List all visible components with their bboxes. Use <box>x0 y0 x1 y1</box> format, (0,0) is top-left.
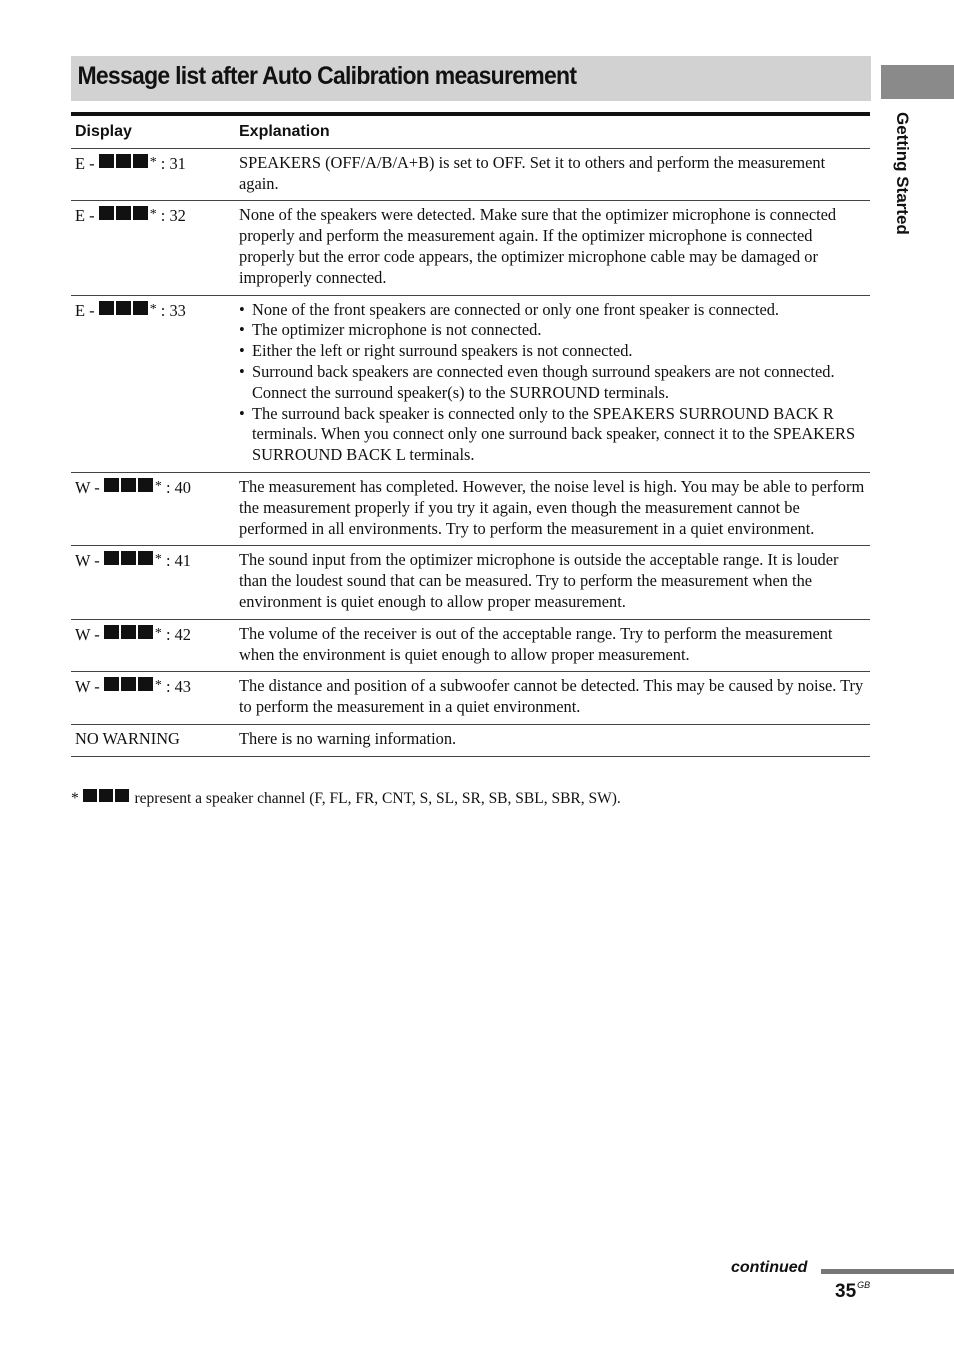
message-table <box>71 112 870 757</box>
speaker-channel-block-icon <box>121 625 136 639</box>
explanation-cell: None of the speakers were detected. Make sure that the optimizer microphone is connected properly and perform the measurement again. If the optimizer microphone is connected properly but the error code appears, the optimizer microphone cable may be damaged or improperly connected. <box>235 201 870 295</box>
code-prefix: E - <box>75 300 95 320</box>
explanation-cell <box>235 295 870 472</box>
continued-rule <box>821 1269 954 1274</box>
side-section-label: Getting Started <box>893 112 912 235</box>
asterisk-marker: * <box>149 207 157 223</box>
code-prefix: W - <box>75 624 100 644</box>
speaker-channel-block-icon <box>116 301 131 315</box>
speaker-channel-block-icon <box>115 789 129 802</box>
footnote-marker: * <box>71 790 79 807</box>
table-row <box>71 201 870 295</box>
speaker-channel-block-icon <box>104 625 119 639</box>
section-title-bar <box>71 56 871 101</box>
code-prefix: E - <box>75 206 95 226</box>
code-number: : 32 <box>160 206 186 226</box>
speaker-channel-block-icon <box>138 625 153 639</box>
display-code <box>71 295 235 472</box>
explanation-cell: There is no warning information. <box>235 724 870 756</box>
table-row <box>71 546 870 619</box>
speaker-channel-block-icon <box>133 206 148 220</box>
footnote-text: represent a speaker channel (F, FL, FR, CNT, S, SL, SR, SB, SBL, SBR, SW). <box>134 790 621 807</box>
display-code <box>71 546 235 619</box>
speaker-channel-block-icon <box>104 677 119 691</box>
speaker-channel-block-icon <box>104 551 119 565</box>
display-code <box>71 148 235 201</box>
display-code <box>71 619 235 672</box>
speaker-channel-block-icon <box>104 478 119 492</box>
table-row-no-warning <box>71 724 870 756</box>
page-number-suffix: GB <box>857 1280 871 1290</box>
code-prefix: W - <box>75 477 100 497</box>
speaker-channel-block-icon <box>99 154 114 168</box>
bullet-item: • Surround back speakers are connected even though surround speakers are not connected. Connect the surround speaker(s) to the SURROUND terminals. <box>239 362 866 404</box>
asterisk-marker: * <box>154 678 162 694</box>
bullet-item: • Either the left or right surround speakers is not connected. <box>239 341 866 362</box>
table-row <box>71 295 870 472</box>
bullet-item: • The surround back speaker is connected only to the SPEAKERS SURROUND BACK R terminals. When you connect only one surround back speaker, connect it to the SPEAKERS SURROUND BACK L terminals. <box>239 404 866 466</box>
speaker-channel-block-icon <box>138 677 153 691</box>
table-header-row <box>71 114 870 148</box>
code-prefix: E - <box>75 153 95 173</box>
speaker-channel-block-icon <box>121 478 136 492</box>
speaker-channel-block-icon <box>133 301 148 315</box>
explanation-cell: The sound input from the optimizer microphone is outside the acceptable range. It is louder than the loudest sound that can be measured. Try to perform the measurement when the environment is quiet enough to allow proper measurement. <box>235 546 870 619</box>
display-code <box>71 472 235 545</box>
header-explanation: Explanation <box>235 114 870 148</box>
speaker-channel-block-icon <box>99 789 113 802</box>
explanation-cell: The volume of the receiver is out of the acceptable range. Try to perform the measurement when the environment is quiet enough to allow proper measurement. <box>235 619 870 672</box>
speaker-channel-block-icon <box>138 551 153 565</box>
explanation-cell: The measurement has completed. However, the noise level is high. You may be able to perform the measurement properly if you try it again, even though the measurement cannot be performed in all environments. Try to perform the measurement in a quiet environment. <box>235 472 870 545</box>
asterisk-marker: * <box>154 625 162 641</box>
bullet-list <box>239 300 866 466</box>
speaker-channel-block-icon <box>99 301 114 315</box>
table-row <box>71 148 870 201</box>
table-row <box>71 472 870 545</box>
footnote <box>71 789 621 808</box>
code-number: : 42 <box>165 624 191 644</box>
code-number: : 43 <box>165 677 191 697</box>
speaker-channel-block-icon <box>83 789 97 802</box>
page-number-value: 35 <box>835 1281 857 1302</box>
asterisk-marker: * <box>149 154 157 170</box>
asterisk-marker: * <box>154 478 162 494</box>
code-number: : 40 <box>165 477 191 497</box>
code-number: : 31 <box>160 153 186 173</box>
display-code: NO WARNING <box>71 724 235 756</box>
code-prefix: W - <box>75 551 100 571</box>
speaker-channel-block-icon <box>121 677 136 691</box>
asterisk-marker: * <box>154 552 162 568</box>
side-tab-marker <box>881 65 954 99</box>
asterisk-marker: * <box>149 301 157 317</box>
speaker-channel-block-icon <box>99 206 114 220</box>
bullet-item: • The optimizer microphone is not connected. <box>239 320 866 341</box>
code-prefix: W - <box>75 677 100 697</box>
table-row <box>71 672 870 725</box>
display-code <box>71 201 235 295</box>
page-number <box>835 1280 870 1303</box>
code-number: : 41 <box>165 551 191 571</box>
speaker-channel-block-icon <box>133 154 148 168</box>
header-display: Display <box>71 114 235 148</box>
display-code <box>71 672 235 725</box>
speaker-channel-block-icon <box>138 478 153 492</box>
table-row <box>71 619 870 672</box>
page-title: Message list after Auto Calibration measurement <box>77 62 577 90</box>
continued-label: continued <box>731 1259 808 1276</box>
speaker-channel-block-icon <box>121 551 136 565</box>
explanation-cell: SPEAKERS (OFF/A/B/A+B) is set to OFF. Set it to others and perform the measurement again. <box>235 148 870 201</box>
bullet-item: • None of the front speakers are connected or only one front speaker is connected. <box>239 300 866 321</box>
speaker-channel-block-icon <box>116 154 131 168</box>
code-number: : 33 <box>160 300 186 320</box>
speaker-channel-block-icon <box>116 206 131 220</box>
explanation-cell: The distance and position of a subwoofer cannot be detected. This may be caused by noise. Try to perform the measurement in a quiet environment. <box>235 672 870 725</box>
